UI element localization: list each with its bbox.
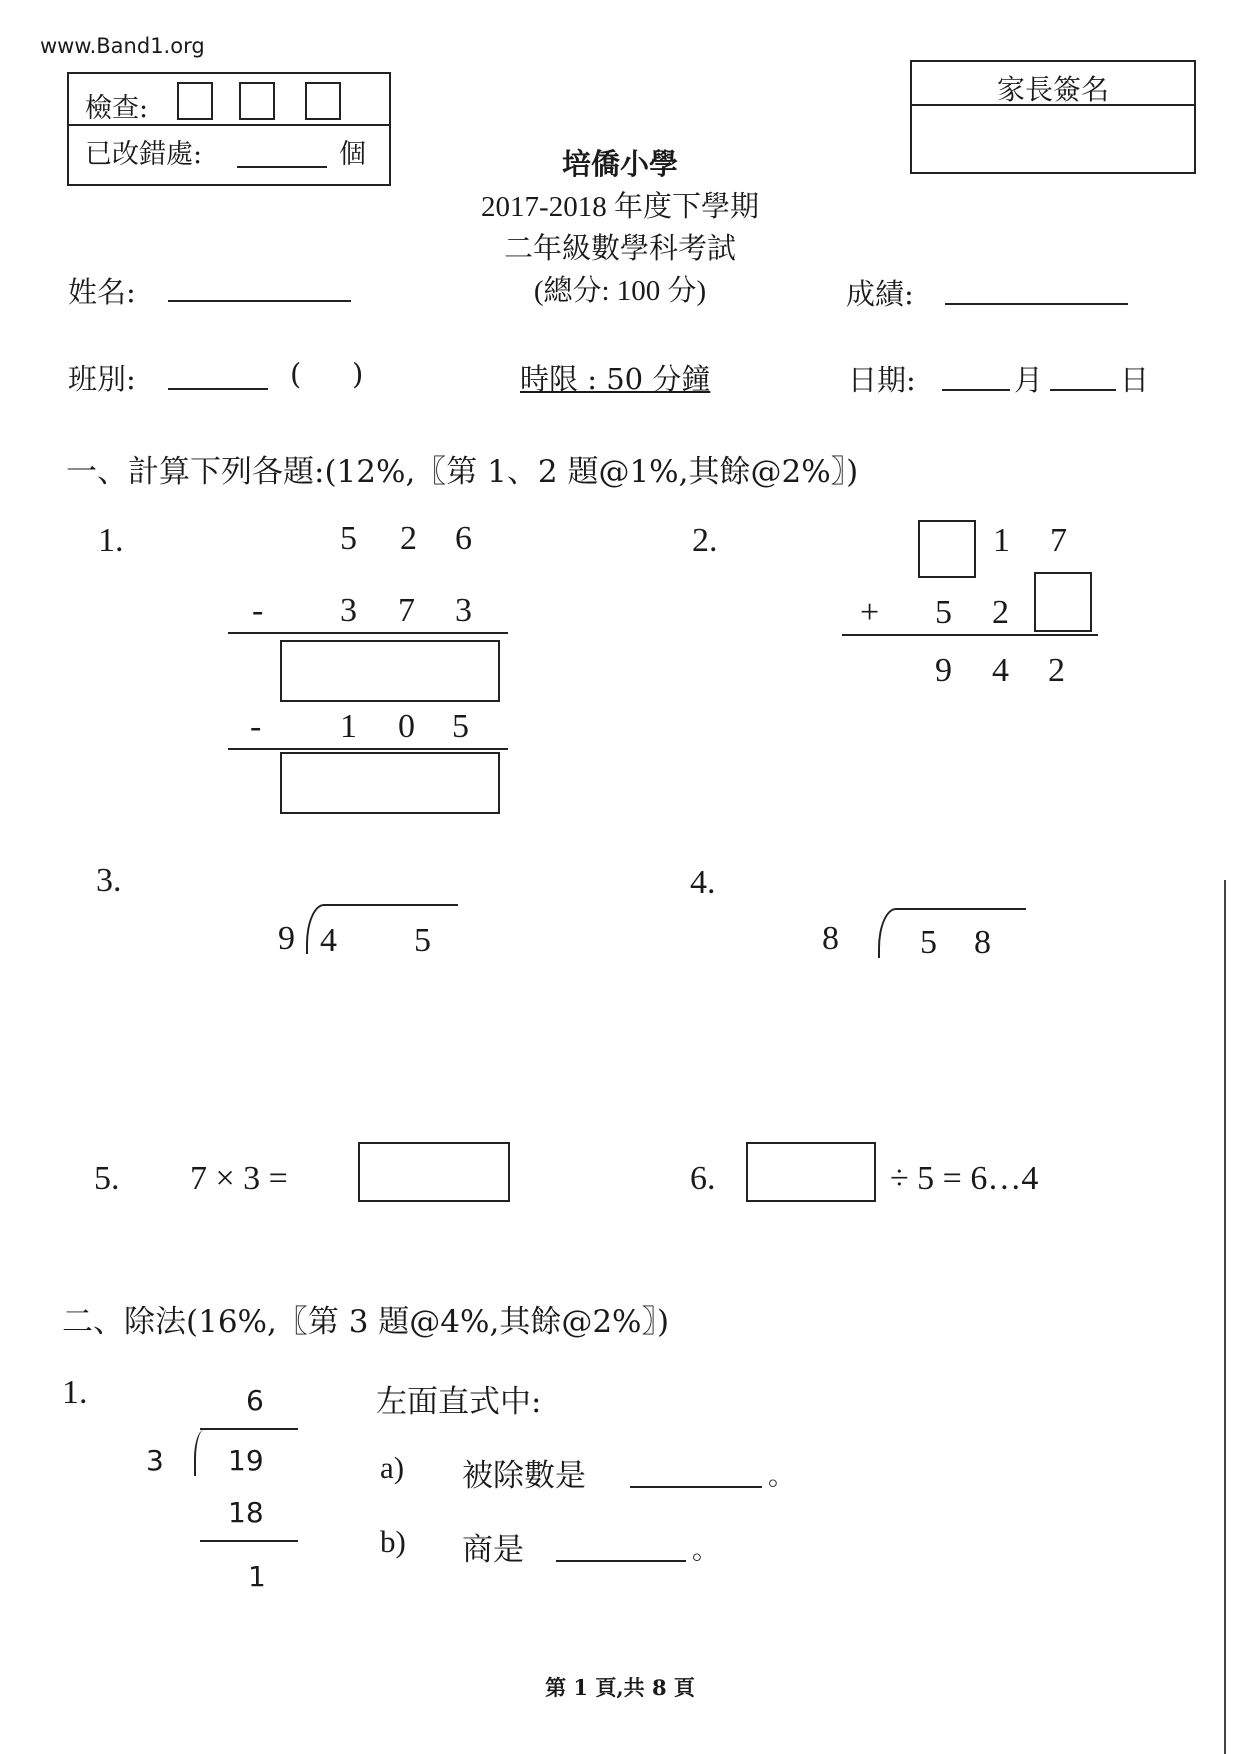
s2-dividend: 19 [228, 1444, 264, 1477]
q1-sub-digit: 7 [398, 592, 415, 629]
q6-number: 6. [690, 1160, 716, 1197]
q1-sub-digit: 5 [452, 708, 469, 745]
corrected-label: 已改錯處: [85, 139, 203, 170]
s2-subtraction-line [200, 1540, 298, 1542]
q3-number: 3. [96, 862, 122, 899]
s2-q1-number: 1. [62, 1374, 88, 1411]
q6-answer-box[interactable] [746, 1142, 876, 1202]
q2-result-digit: 2 [1048, 652, 1065, 689]
name-blank [168, 300, 351, 302]
q3-divisor: 9 [278, 920, 295, 957]
month-unit: 月 [1014, 363, 1044, 397]
q1-sub-digit: 0 [398, 708, 415, 745]
q2-plus-sign: + [860, 594, 880, 631]
s2-b-text: 商是 [462, 1532, 524, 1568]
day-blank [1050, 389, 1116, 391]
q4-divisor: 8 [822, 920, 839, 957]
q4-division-bracket [878, 908, 1026, 958]
class-blank [168, 388, 268, 390]
name-label: 姓名: [68, 275, 136, 309]
class-paren-open: ( [290, 357, 302, 391]
s2-remainder: 1 [248, 1560, 266, 1593]
s2-divisor: 3 [146, 1444, 164, 1477]
q1-answer-box-2[interactable] [280, 752, 500, 814]
s2-product: 18 [228, 1496, 264, 1529]
q3-dividend-digit: 5 [414, 922, 431, 959]
q2-answer-box-hundreds[interactable] [918, 520, 976, 578]
s2-b-label: b) [380, 1524, 406, 1559]
exam-term: 2017-2018 年度下學期 [481, 191, 759, 223]
q5-number: 5. [94, 1160, 120, 1197]
q2-top-digit: 1 [993, 522, 1010, 559]
page-footer: 第 1 頁,共 8 頁 [545, 1675, 695, 1700]
s2-division-top-line [200, 1428, 298, 1430]
s2-a-end: 。 [768, 1461, 795, 1492]
s2-a-label: a) [380, 1450, 405, 1485]
q4-dividend-digit: 8 [974, 924, 991, 961]
signature-divider [912, 104, 1194, 106]
school-name: 培僑小學 [561, 147, 678, 181]
date-label: 日期: [848, 363, 916, 397]
s2-quotient: 6 [246, 1384, 264, 1417]
section2-title: 二、除法(16%,〖第 3 題@4%,其餘@2%〗) [62, 1304, 670, 1340]
parent-signature-label: 家長簽名 [996, 73, 1109, 106]
s2-a-answer-blank[interactable] [630, 1486, 762, 1488]
check-square-1 [177, 82, 213, 120]
q2-line [842, 634, 1098, 636]
s2-intro: 左面直式中: [376, 1384, 542, 1420]
q6-expression: ÷ 5 = 6…4 [890, 1160, 1039, 1197]
score-blank [945, 303, 1128, 305]
q1-top-digit: 5 [340, 520, 357, 557]
q1-number: 1. [98, 522, 124, 559]
check-divider [69, 124, 389, 126]
q1-sub-digit: 3 [340, 592, 357, 629]
q3-dividend-digit: 4 [320, 922, 337, 959]
q5-answer-box[interactable] [358, 1142, 510, 1202]
q1-line-1 [228, 632, 508, 634]
s2-b-answer-blank[interactable] [556, 1560, 686, 1562]
q1-sub-digit: 1 [340, 708, 357, 745]
corrected-unit: 個 [339, 139, 366, 170]
q4-dividend-digit: 5 [920, 924, 937, 961]
q1-top-digit: 2 [400, 520, 417, 557]
q2-add-digit: 5 [935, 594, 952, 631]
q2-answer-box-ones[interactable] [1034, 572, 1092, 632]
s2-b-end: 。 [692, 1535, 719, 1566]
exam-title: 二年級數學科考試 [503, 231, 736, 265]
check-label: 檢查: [85, 93, 149, 124]
check-square-3 [305, 82, 341, 120]
watermark-text: www.Band1.org [40, 34, 205, 58]
q1-answer-box-1[interactable] [280, 640, 500, 702]
q1-line-2 [228, 748, 508, 750]
exam-total: (總分: 100 分) [533, 275, 707, 307]
s2-division-bracket [194, 1430, 204, 1476]
q4-number: 4. [690, 864, 716, 901]
q2-top-digit: 7 [1050, 522, 1067, 559]
q5-expression: 7 × 3 = [190, 1160, 288, 1197]
q2-add-digit: 2 [992, 594, 1009, 631]
q1-sub-digit: 3 [455, 592, 472, 629]
q1-minus-sign: - [250, 708, 262, 745]
class-paren-close: ) [352, 357, 364, 391]
q2-result-digit: 9 [935, 652, 952, 689]
scan-edge [1224, 880, 1226, 1754]
q2-number: 2. [692, 522, 718, 559]
check-square-2 [239, 82, 275, 120]
score-label: 成績: [846, 277, 914, 311]
s2-a-text: 被除數是 [462, 1458, 586, 1494]
time-limit: 時限 : 50 分鐘 [520, 362, 711, 396]
class-label: 班別: [68, 362, 136, 396]
section1-title: 一、計算下列各題:(12%,〖第 1、2 題@1%,其餘@2%〗) [66, 454, 859, 490]
day-unit: 日 [1120, 363, 1150, 397]
q2-result-digit: 4 [992, 652, 1009, 689]
q1-minus-sign: - [252, 592, 264, 629]
q1-top-digit: 6 [455, 520, 472, 557]
month-blank [942, 389, 1010, 391]
